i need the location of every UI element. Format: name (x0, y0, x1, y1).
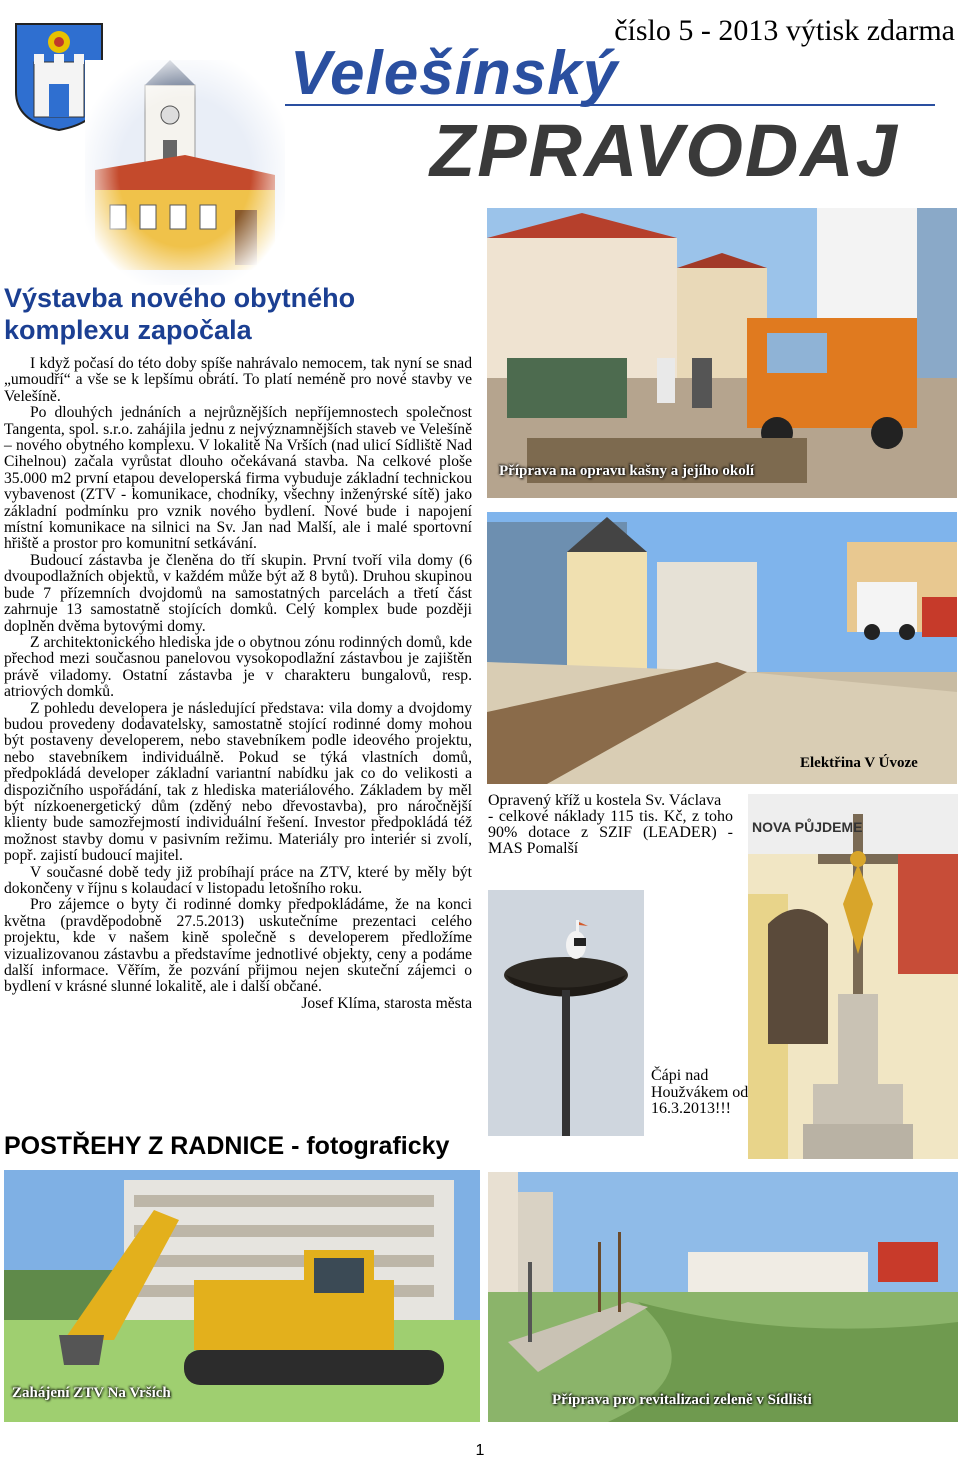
article-body (4, 356, 472, 1012)
electricity-photo (487, 512, 957, 784)
stork-photo (488, 890, 644, 1136)
section-title: POSTŘEHY Z RADNICE - fotograficky (4, 1132, 450, 1160)
article-paragraph: Po dlouhých jednáních a nejrůznějších nepříjemnostech společnost Tangenta, spol. s.r.o. zahájila jednu z nejvýznamnějších staveb ve Velešíně – nového obytného komplexu. V lokalitě Na Vrších (nad ulicí Sídliště Nad Cihelnou) začala vyrůstat dlouho očekávaná stavba. Na celkové ploše 35.000 m2 první etapou developerská firma vybuduje základní technickou vybavenost (ZTV - komunikace, chodníky, všechny inženýrské sítě) jako základní podmínku pro vznik nového bydlení. Nové bude i napojení místní komunikace na silnici na Sv. Jan nad Malší, ale i malé sportovní hřiště a prostor pro komunitní setkávání. (4, 404, 472, 553)
cross-caption-title: Opravený kříž u kostela Sv. Václava (488, 792, 722, 809)
article-paragraph: Budoucí zástavba je členěna do tří skupin. První tvoří vila domy (6 dvoupodlažních objektů, v každém může být až 8 bytů). Druhou skupinou bude 7 přízemních dvojdomů na samostatných parcelách a třetí část zahrnuje 13 samostatně stojících domků. Celý komplex bude později doplněn dvěma bytovými domy. (4, 551, 472, 635)
page-number: 1 (475, 1442, 485, 1459)
fountain-photo (487, 208, 957, 498)
electricity-caption: Elektřina V Úvoze (800, 755, 918, 771)
masthead-title-line1: Velešínský (290, 39, 619, 108)
fountain-caption: Příprava na opravu kašny a jejího okolí (499, 463, 755, 479)
greenery-photo (488, 1172, 958, 1422)
sign-lettering: NOVA PŮJDEME (752, 819, 863, 835)
ztv-caption: Zahájení ZTV Na Vrších (12, 1385, 171, 1401)
masthead-title-line2: ZPRAVODAJ (430, 109, 899, 192)
article-paragraph: Z pohledu developera je následující představa: vila domy a dvojdomy budou provedeny dodavatelsky, samostatně stojící rodinné domy mohou být postaveny developerem, nebo stavebníkem podle ideového projektu, nebo stavebníkem individuálně. Pokud se týká vlastních domů, předpokládá developer základní variantní nabídku jak co do velikosti a dispozičního uspořádání, tak z hlediska materiálového. Základem by měl být nízkoenergetický dům (zděný nebo dřevostavba), pro náročnější klienty bude samozřejmostí individuální řešení. Investor předpokládá též možnost stavby domu v pasivním režimu. Materiály pro interiér si zvolí, popř. zajistí budoucí majitel. (4, 699, 472, 865)
cross-caption-detail: - celkové náklady 115 tis. Kč, z toho 90% dotace z SZIF (LEADER) - MAS Pomalší (488, 808, 733, 857)
greenery-caption: Příprava pro revitalizaci zeleně v Sídlišti (552, 1392, 812, 1408)
article-headline: Výstavba nového obytného komplexu započala (4, 283, 356, 345)
cross-photo (748, 794, 958, 1159)
cross-caption (488, 793, 733, 857)
issue-info: číslo 5 - 2013 výtisk zdarma (614, 14, 955, 47)
article-signature: Josef Klíma, starosta města (301, 994, 472, 1012)
article-paragraph: Pro zájemce o byty či rodinné domky předpokládáme, že na konci května (pravděpodobně 27.5.2013) uskutečníme prezentaci celého projektu, kde v našem kině společně s developerem předložíme vizualizovanou zástavbu a představíme jednotlivé objekty, ceny a podáme další informace. Věřím, že pozvání přijmou nejen skuteční zájemci o bydlení v krásné slunné lokalitě, ale i další občané. (4, 896, 472, 996)
ztv-photo (4, 1170, 480, 1422)
article-paragraph: V současné době tedy již probíhají práce na ZTV, které by měly být dokončeny v říjnu s kolaudací v listopadu letošního roku. (4, 863, 472, 897)
church-illustration (85, 60, 285, 285)
article-paragraph: Z architektonického hlediska jde o obytnou zónu rodinných domů, kde přechod mezi současnou panelovou vysokopodlažní zástavbou je zajištěn právě viladomy. Ostatní zástavba je v charakteru bungalovů, resp. atriových domků. (4, 633, 472, 701)
article-paragraph: I když počasí do této doby spíše nahrávalo nemocem, tak nyní se snad „umoudří“ a vše se k lepšímu obrátí. To platí neméně pro nové stavby ve Velešíně. (4, 355, 472, 405)
stork-caption: Čápi nad Houžvákem od 16.3.2013!!! (651, 1067, 749, 1117)
